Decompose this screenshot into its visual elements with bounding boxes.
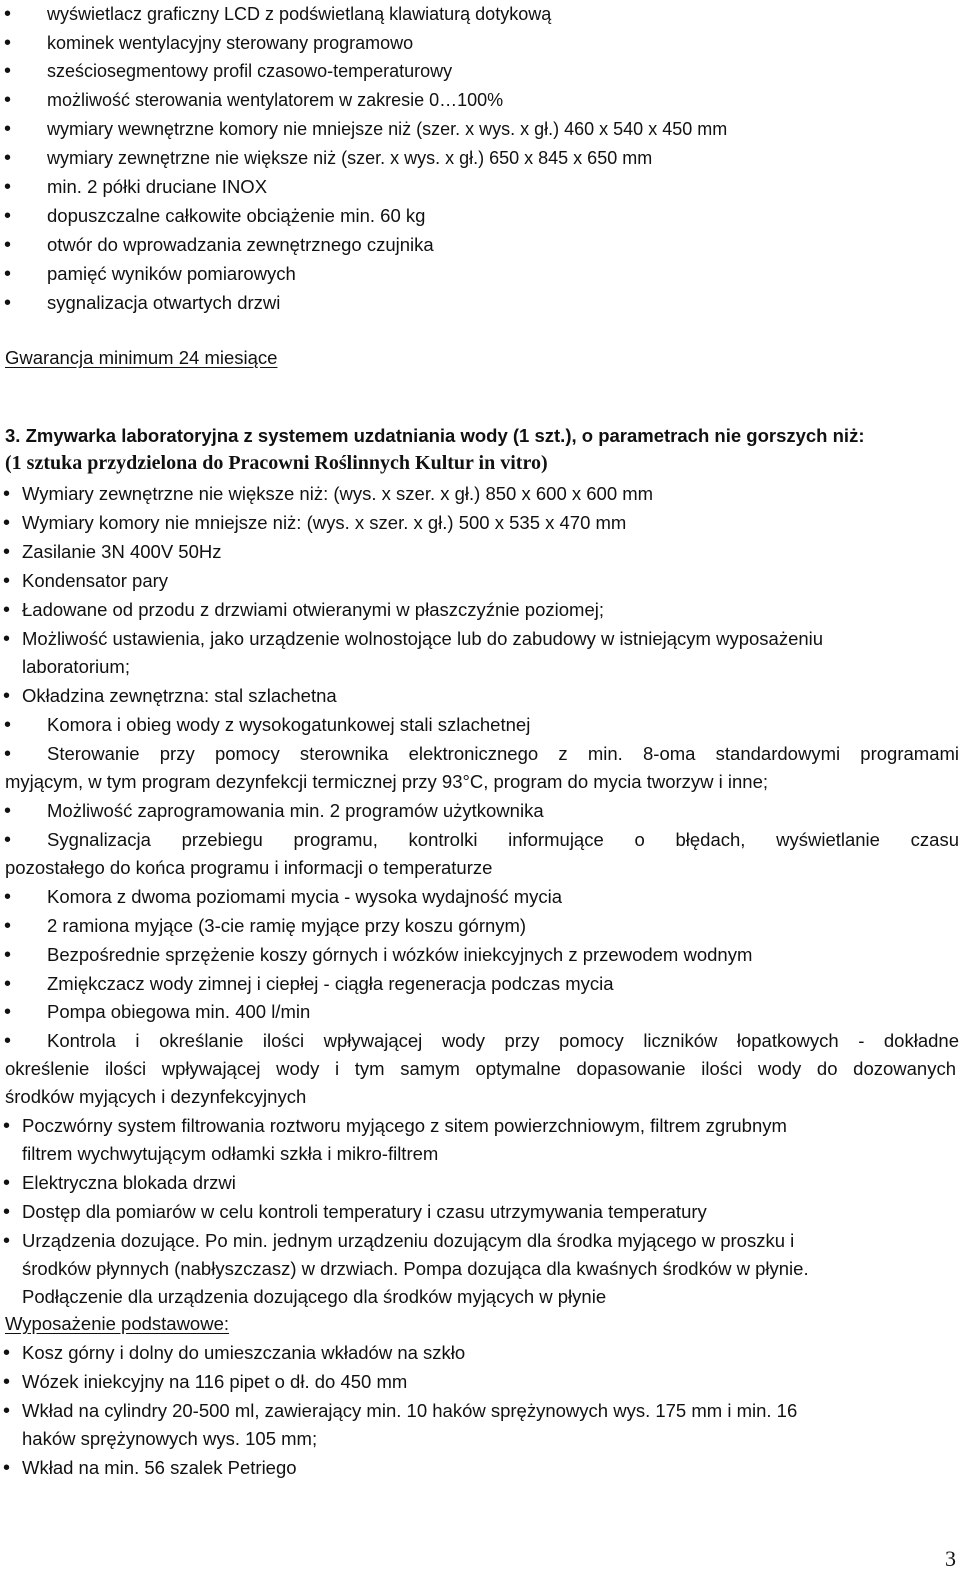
list-item: • Wymiary zewnętrzne nie większe niż: (wys. x szer. x gł.) 850 x 600 x 600 mm (22, 482, 653, 506)
page-number: 3 (945, 1546, 956, 1571)
list-item: • min. 2 półki druciane INOX (47, 175, 267, 199)
equipment-heading: Wyposażenie podstawowe: (5, 1313, 230, 1334)
list-item: • kominek wentylacyjny sterowany programowo (47, 31, 413, 55)
list-item: • wymiary wewnętrzne komory nie mniejsze niż (szer. x wys. x gł.) 460 x 540 x 450 mm (47, 117, 727, 141)
list-item: • Wymiary komory nie mniejsze niż: (wys. x szer. x gł.) 500 x 535 x 470 mm (22, 511, 626, 535)
list-item: • możliwość sterowania wentylatorem w zakresie 0…100% (47, 88, 503, 112)
section-subheading: (1 sztuka przydzielona do Pracowni Roślinnych Kultur in vitro) (5, 452, 548, 474)
list-item: • Pompa obiegowa min. 400 l/min (47, 1000, 310, 1024)
list-item: • Komora z dwoma poziomami mycia - wysoka wydajność mycia (47, 885, 562, 909)
list-item-continuation: określenie ilości wpływającej wody i tym samym optymalne dopasowanie ilości wody do dozowanych (5, 1058, 956, 1079)
list-item: • Wkład na cylindry 20-500 ml, zawierający min. 10 haków sprężynowych wys. 175 mm i min. 16 (22, 1399, 797, 1423)
list-item: • Kontrola i określanie ilości wpływającej wody przy pomocy liczników łopatkowych - dokładne (47, 1029, 959, 1053)
list-item: • Bezpośrednie sprzężenie koszy górnych i wózków iniekcyjnych z przewodem wodnym (47, 943, 752, 967)
list-item: • Możliwość ustawienia, jako urządzenie wolnostojące lub do zabudowy w istniejącym wyposażeniu (22, 627, 823, 651)
list-item: • sześciosegmentowy profil czasowo-temperaturowy (47, 59, 452, 83)
warranty-note: Gwarancja minimum 24 miesiące (5, 347, 278, 368)
list-item: • Wózek iniekcyjny na 116 pipet o dł. do 450 mm (22, 1370, 407, 1394)
list-item: • Zasilanie 3N 400V 50Hz (22, 540, 222, 564)
list-item: • Elektryczna blokada drzwi (22, 1171, 236, 1195)
list-item: • wyświetlacz graficzny LCD z podświetlaną klawiaturą dotykową (47, 2, 551, 26)
list-item: • Wkład na min. 56 szalek Petriego (22, 1456, 297, 1480)
list-item: • Sterowanie przy pomocy sterownika elektronicznego z min. 8-oma standardowymi programami (47, 742, 959, 766)
list-item: • Kondensator pary (22, 569, 168, 593)
list-item-continuation: haków sprężynowych wys. 105 mm; (22, 1428, 318, 1449)
list-item: • Możliwość zaprogramowania min. 2 programów użytkownika (47, 799, 544, 823)
list-item-continuation: Podłączenie dla urządzenia dozującego dla środków myjących w płynie (22, 1286, 607, 1307)
list-item-continuation: myjącym, w tym program dezynfekcji termicznej przy 93°C, program do mycia tworzyw i inne; (5, 771, 769, 792)
list-item: • Dostęp dla pomiarów w celu kontroli temperatury i czasu utrzymywania temperatury (22, 1200, 707, 1224)
list-item: • Ładowane od przodu z drzwiami otwieranymi w płaszczyźnie poziomej; (22, 598, 604, 622)
list-item: • wymiary zewnętrzne nie większe niż (szer. x wys. x gł.) 650 x 845 x 650 mm (47, 146, 652, 170)
list-item: • Poczwórny system filtrowania roztworu myjącego z sitem powierzchniowym, filtrem zgrubnym (22, 1114, 787, 1138)
list-item: • dopuszczalne całkowite obciążenie min. 60 kg (47, 204, 425, 228)
list-item-continuation: pozostałego do końca programu i informacji o temperaturze (5, 857, 493, 878)
list-item: • Komora i obieg wody z wysokogatunkowej stali szlachetnej (47, 713, 530, 737)
list-item: • Sygnalizacja przebiegu programu, kontrolki informujące o błędach, wyświetlanie czasu (47, 828, 959, 852)
list-item: • Okładzina zewnętrzna: stal szlachetna (22, 684, 337, 708)
list-item: • Zmiękczacz wody zimnej i ciepłej - ciągła regeneracja podczas mycia (47, 972, 614, 996)
list-item: • Kosz górny i dolny do umieszczania wkładów na szkło (22, 1341, 465, 1365)
list-item: • 2 ramiona myjące (3-cie ramię myjące przy koszu górnym) (47, 914, 526, 938)
list-item: • Urządzenia dozujące. Po min. jednym urządzeniu dozującym dla środka myjącego w proszku i (22, 1229, 794, 1253)
list-item: • otwór do wprowadzania zewnętrznego czujnika (47, 233, 434, 257)
section-heading: 3. Zmywarka laboratoryjna z systemem uzdatniania wody (1 szt.), o parametrach nie gorszych niż: (5, 425, 865, 446)
list-item-continuation: laboratorium; (22, 656, 130, 677)
list-item: • pamięć wyników pomiarowych (47, 262, 296, 286)
list-item: • sygnalizacja otwartych drzwi (47, 291, 280, 315)
list-item-continuation: środków płynnych (nabłyszczasz) w drzwiach. Pompa dozująca dla kwaśnych środków w płynie. (22, 1258, 809, 1279)
list-item-continuation: filtrem wychwytującym odłamki szkła i mikro-filtrem (22, 1143, 439, 1164)
list-item-continuation: środków myjących i dezynfekcyjnych (5, 1086, 307, 1107)
